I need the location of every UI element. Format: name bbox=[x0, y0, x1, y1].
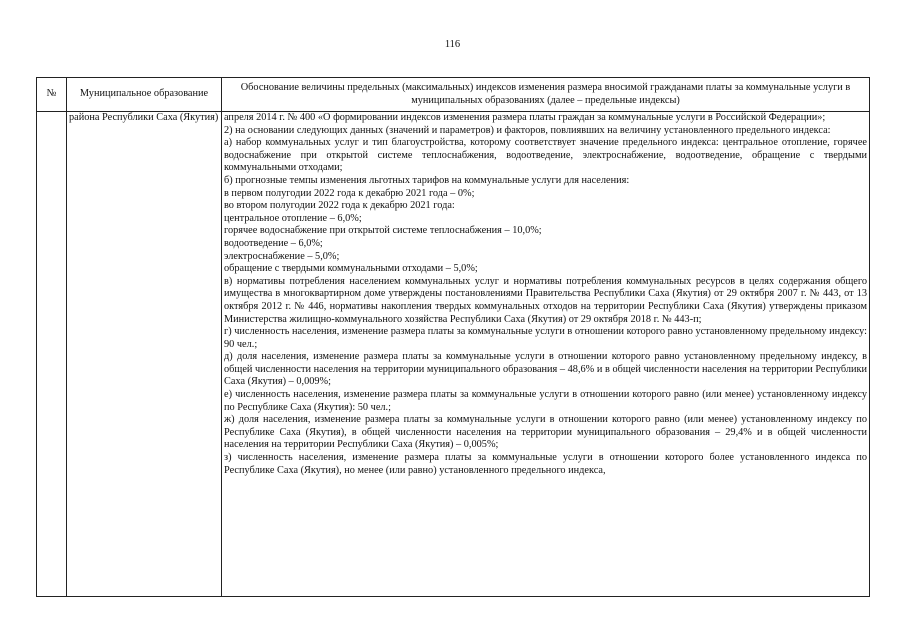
justification-paragraph: д) доля населения, изменение размера платы за коммунальные услуги в отношении которого равно установленному предельному индексу, в общей численности населения на территории муниципального образования – 48,6% и в общей численности населения на территории Республики Саха (Якутия) – 0,009%; bbox=[224, 351, 867, 388]
justification-paragraph: водоотведение – 6,0%; bbox=[224, 237, 323, 249]
justification-paragraph: г) численность населения, изменение размера платы за коммунальные услуги в отношении которого равно установленному предельному индексу: 90 чел.; bbox=[224, 326, 867, 350]
justification-paragraph: в) нормативы потребления населением коммунальных услуг и нормативы потребления коммунальных ресурсов в целях содержания общего имущества в многоквартирном доме утверждены постановлениями Правительства Республики Саха (Якутия) от 29 октября 2007 г. № 443, от 13 октября 2012 г. № 446, нормативы накопления твердых коммунальных отходов на территории Республики Саха (Якутия) утверждены приказом Министерства жилищно-коммунального хозяйства Республики Саха (Якутия) от 29 октября 2018 г. № 443-п; bbox=[224, 275, 867, 325]
header-justification: Обоснование величины предельных (максимальных) индексов изменения размера вносимой гражданами платы за коммунальные услуги в муниципальных образованиях (далее – предельные индексы) bbox=[222, 78, 870, 112]
justification-paragraph: электроснабжение – 5,0%; bbox=[224, 250, 340, 262]
header-municipality: Муниципальное образование bbox=[67, 78, 222, 112]
justification-paragraph: центральное отопление – 6,0%; bbox=[224, 212, 362, 224]
justification-paragraph: 2) на основании следующих данных (значений и параметров) и факторов, повлиявших на величину установленного предельного индекса: bbox=[224, 124, 831, 136]
page-number: 116 bbox=[444, 39, 461, 50]
row-justification bbox=[222, 112, 870, 597]
table-header-row bbox=[37, 78, 870, 112]
justification-paragraph: ж) доля населения, изменение размера платы за коммунальные услуги в отношении которого равно (или менее) установленному индексу по Республике Саха (Якутия), в общей численности населения на территории муниципального образования – 29,4% и в общей численности населения на территории Республики Саха (Якутия) – 0,005%; bbox=[224, 414, 867, 451]
justification-paragraph: апреля 2014 г. № 400 «О формировании индексов изменения размера платы граждан за коммунальные услуги в Российской Федерации»; bbox=[224, 112, 826, 123]
justification-paragraph: во втором полугодии 2022 года к декабрю 2021 года: bbox=[224, 200, 455, 212]
justification-paragraph: а) набор коммунальных услуг и тип благоустройства, которому соответствует значение предельного индекса: центральное отопление, горячее водоснабжение при открытой системе теплоснабжения, водоотведение, электроснабжение, водоотведение, обращение с твердыми коммунальными отходами; bbox=[224, 137, 867, 174]
justification-paragraph: обращение с твердыми коммунальными отходами – 5,0%; bbox=[224, 263, 478, 275]
row-municipality: района Республики Саха (Якутия) bbox=[67, 112, 222, 597]
table-row bbox=[37, 112, 870, 597]
justification-table bbox=[36, 77, 870, 597]
justification-paragraph: б) прогнозные темпы изменения льготных тарифов на коммунальные услуги для населения: bbox=[224, 174, 630, 186]
justification-paragraph: в первом полугодии 2022 года к декабрю 2021 года – 0%; bbox=[224, 187, 475, 199]
justification-paragraph: горячее водоснабжение при открытой системе теплоснабжения – 10,0%; bbox=[224, 225, 542, 237]
justification-paragraph: е) численность населения, изменение размера платы за коммунальные услуги в отношении которого равно (или менее) установленному индексу по Республике Саха (Якутия): 50 чел.; bbox=[224, 389, 867, 413]
justification-paragraph: з) численность населения, изменение размера платы за коммунальные услуги в отношении которого более установленного индекса по Республике Саха (Якутия), но менее (или равно) установленного предельного индекса, bbox=[224, 452, 867, 476]
header-number: № bbox=[37, 78, 67, 112]
row-number bbox=[37, 112, 67, 597]
